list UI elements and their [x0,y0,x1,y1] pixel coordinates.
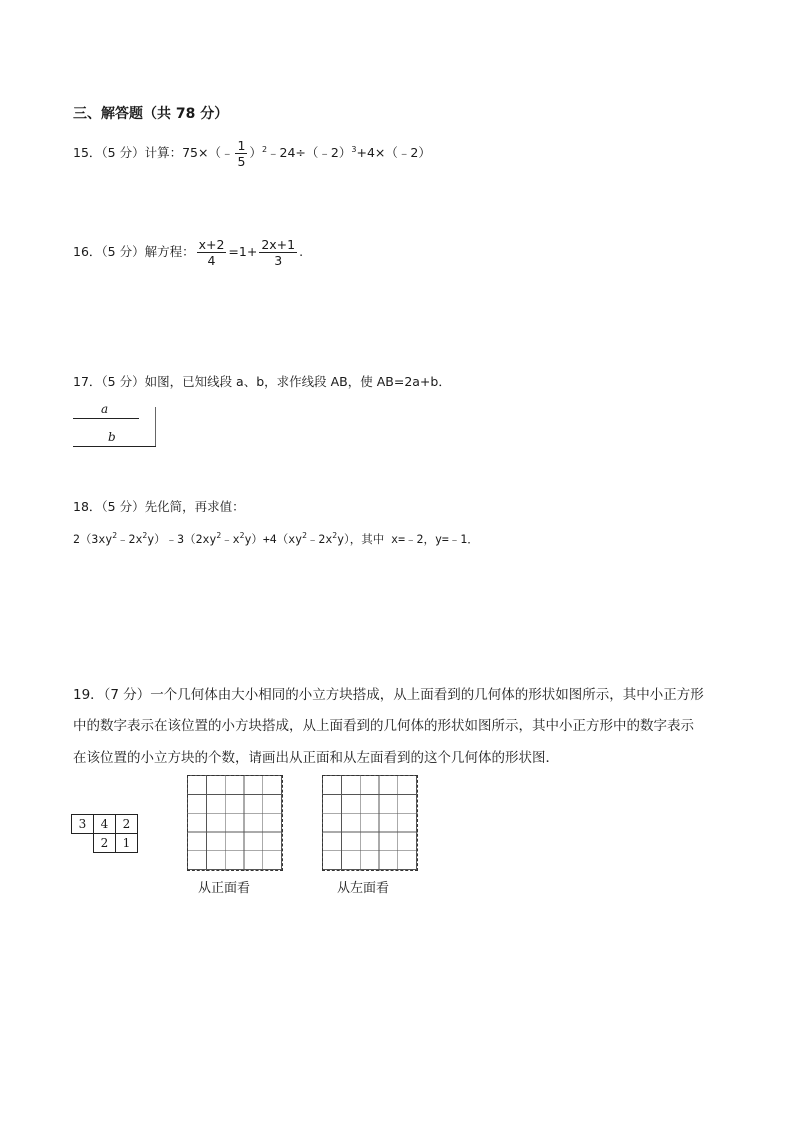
question-19-line-2: 中的数字表示在该位置的小方块搭成，从上面看到的几何体的形状如图所示，其中小正方形中的数字表示 [73,718,694,734]
segment-b-label: b [108,430,116,444]
q16-fraction-1 [197,237,227,268]
expr-exponent: 2 [142,531,148,541]
section-title: 三、解答题（共 78 分） [73,106,229,122]
top-view-cell: 2 [116,815,138,834]
segment-divider-tick [155,407,156,447]
top-view-row [72,834,138,853]
top-view-cell: 4 [94,815,116,834]
top-view-empty-cell [72,834,94,853]
segment-a-line [73,418,139,419]
front-view-caption: 从正面看 [198,881,251,896]
question-16 [73,237,303,268]
question-19-line-1: 19．（7 分）一个几何体由大小相同的小立方块搭成，从上面看到的几何体的形状如图所示，其中小正方形 [73,687,704,703]
expr-part: ﹣2x [117,532,143,546]
q15-prefix: 15．（5 分）计算：75×（﹣ [73,145,234,160]
top-view-diagram [71,814,138,853]
q16-frac1-denominator: 4 [207,253,216,268]
expr-part: y）+4（xy [244,532,303,546]
expr-part: y）﹣3（2xy [147,532,217,546]
q16-frac2-numerator: 2x+1 [261,237,296,252]
q15-frac-denominator: 5 [237,154,246,169]
expr-part: y），其中 x=﹣2，y=﹣1． [337,532,479,546]
segment-a-label: a [101,402,109,416]
q16-frac1-numerator: x+2 [198,237,225,252]
q15-exponent-2: 3 [351,144,357,154]
top-view-row [72,815,138,834]
q16-prefix: 16．（5 分）解方程： [73,244,195,259]
expr-exponent: 2 [112,531,118,541]
top-view-cell: 3 [72,815,94,834]
q15-exponent-1: 2 [261,144,268,154]
expr-part: 2（3xy [73,532,113,546]
q15-frac-numerator: 1 [237,138,246,153]
left-view-caption: 从左面看 [337,881,390,896]
expr-exponent: 2 [302,531,307,541]
question-18-expression [73,531,479,547]
question-17: 17．（5 分）如图，已知线段 a、b，求作线段 AB，使 AB=2a+b． [73,374,451,389]
segment-b-line [73,446,156,447]
q16-frac2-denominator: 3 [274,253,283,268]
expr-exponent: 2 [332,531,338,541]
q16-fraction-2 [259,237,297,268]
expr-exponent: 2 [239,531,245,541]
q16-mid: =1+ [228,244,258,259]
q15-mid2: ﹣24÷（﹣2） [267,145,352,160]
question-15 [73,138,431,169]
expr-exponent: 2 [216,531,222,541]
question-19-line-3: 在该位置的小立方块的个数，请画出从正面和从左面看到的这个几何体的形状图． [73,750,559,766]
left-view-grid[interactable] [322,775,418,871]
q15-mid1: ） [249,145,262,160]
q15-fraction [235,138,247,169]
top-view-cell: 2 [94,834,116,853]
top-view-cell: 1 [116,834,138,853]
expr-part: ﹣x [221,532,240,546]
q16-suffix: . [299,244,304,259]
q15-suffix: +4×（﹣2） [356,145,431,160]
question-18-title: 18．（5 分）先化简，再求值： [73,499,245,514]
front-view-grid[interactable] [187,775,283,871]
expr-part: ﹣2x [306,532,333,546]
